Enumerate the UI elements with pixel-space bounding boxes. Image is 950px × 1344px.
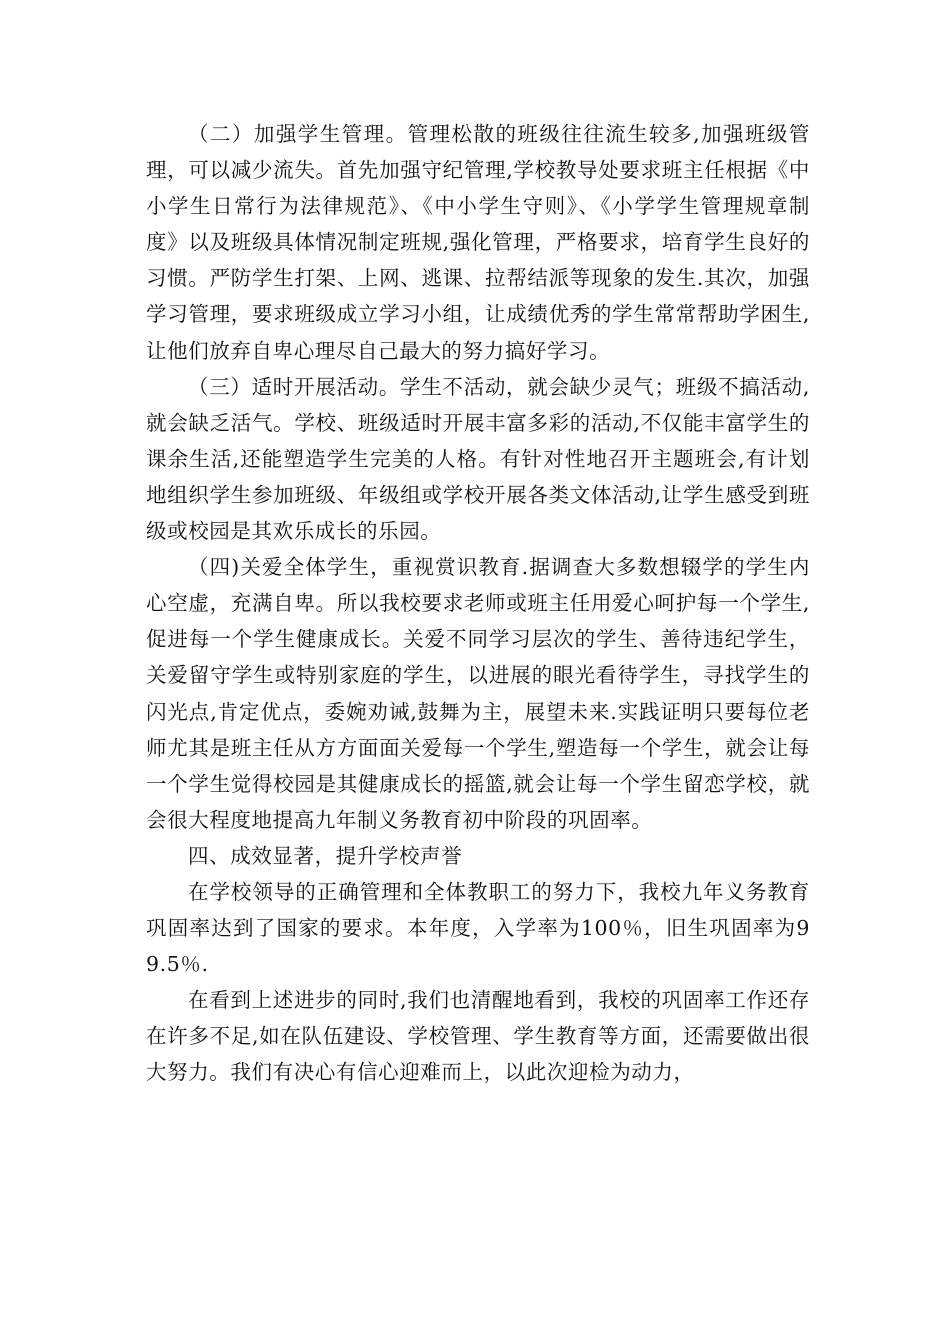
paragraph-shortcomings: 在看到上述进步的同时,我们也清醒地看到，我校的巩固率工作还存在许多不足,如在队伍建设、学校管理、学生教育等方面，还需要做出很大努力。我们有决心有信心迎难而上，以此次迎检为动力， [146, 988, 810, 1085]
document-body [146, 116, 810, 1091]
paragraph-student-management: （二）加强学生管理。管理松散的班级往往流生较多,加强班级管理，可以减少流失。首先加强守纪管理,学校教导处要求班主任根据《中小学生日常行为法律规范》、《中小学生守则》、《小学学生管理规章制度》以及班级具体情况制定班规,强化管理，严格要求，培育学生良好的习惯。严防学生打架、上网、逃课、拉帮结派等现象的发生.其次，加强学习管理，要求班级成立学习小组，让成绩优秀的学生常常帮助学困生,让他们放弃自卑心理尽自己最大的努力搞好学习。 [146, 122, 810, 363]
paragraph-care-for-students: （四)关爱全体学生，重视赏识教育.据调查大多数想辍学的学生内心空虚，充满自卑。所以我校要求老师或班主任用爱心呵护每一个学生,促进每一个学生健康成长。关爱不同学习层次的学生、善待违纪学生，关爱留守学生或特别家庭的学生，以进展的眼光看待学生，寻找学生的闪光点,肯定优点，委婉劝诫,鼓舞为主，展望未来.实践证明只要每位老师尤其是班主任从方方面面关爱每一个学生,塑造每一个学生，就会让每一个学生觉得校园是其健康成长的摇篮,就会让每一个学生留恋学校，就会很大程度地提高九年制义务教育初中阶段的巩固率。 [146, 555, 810, 832]
paragraph-consolidation-rate: 在学校领导的正确管理和全体教职工的努力下，我校九年义务教育巩固率达到了国家的要求。本年度，入学率为100％，旧生巩固率为99.5％. [146, 879, 810, 977]
paragraph-activities: （三）适时开展活动。学生不活动，就会缺少灵气；班级不搞活动,就会缺乏活气。学校、班级适时开展丰富多彩的活动,不仅能丰富学生的课余生活,还能塑造学生完美的人格。有针对性地召开主题班会,有计划地组织学生参加班级、年级组或学校开展各类文体活动,让学生感受到班级或校园是其欢乐成长的乐园。 [146, 374, 810, 544]
section-heading-results: 四、成效显著，提升学校声誉 [188, 843, 463, 868]
